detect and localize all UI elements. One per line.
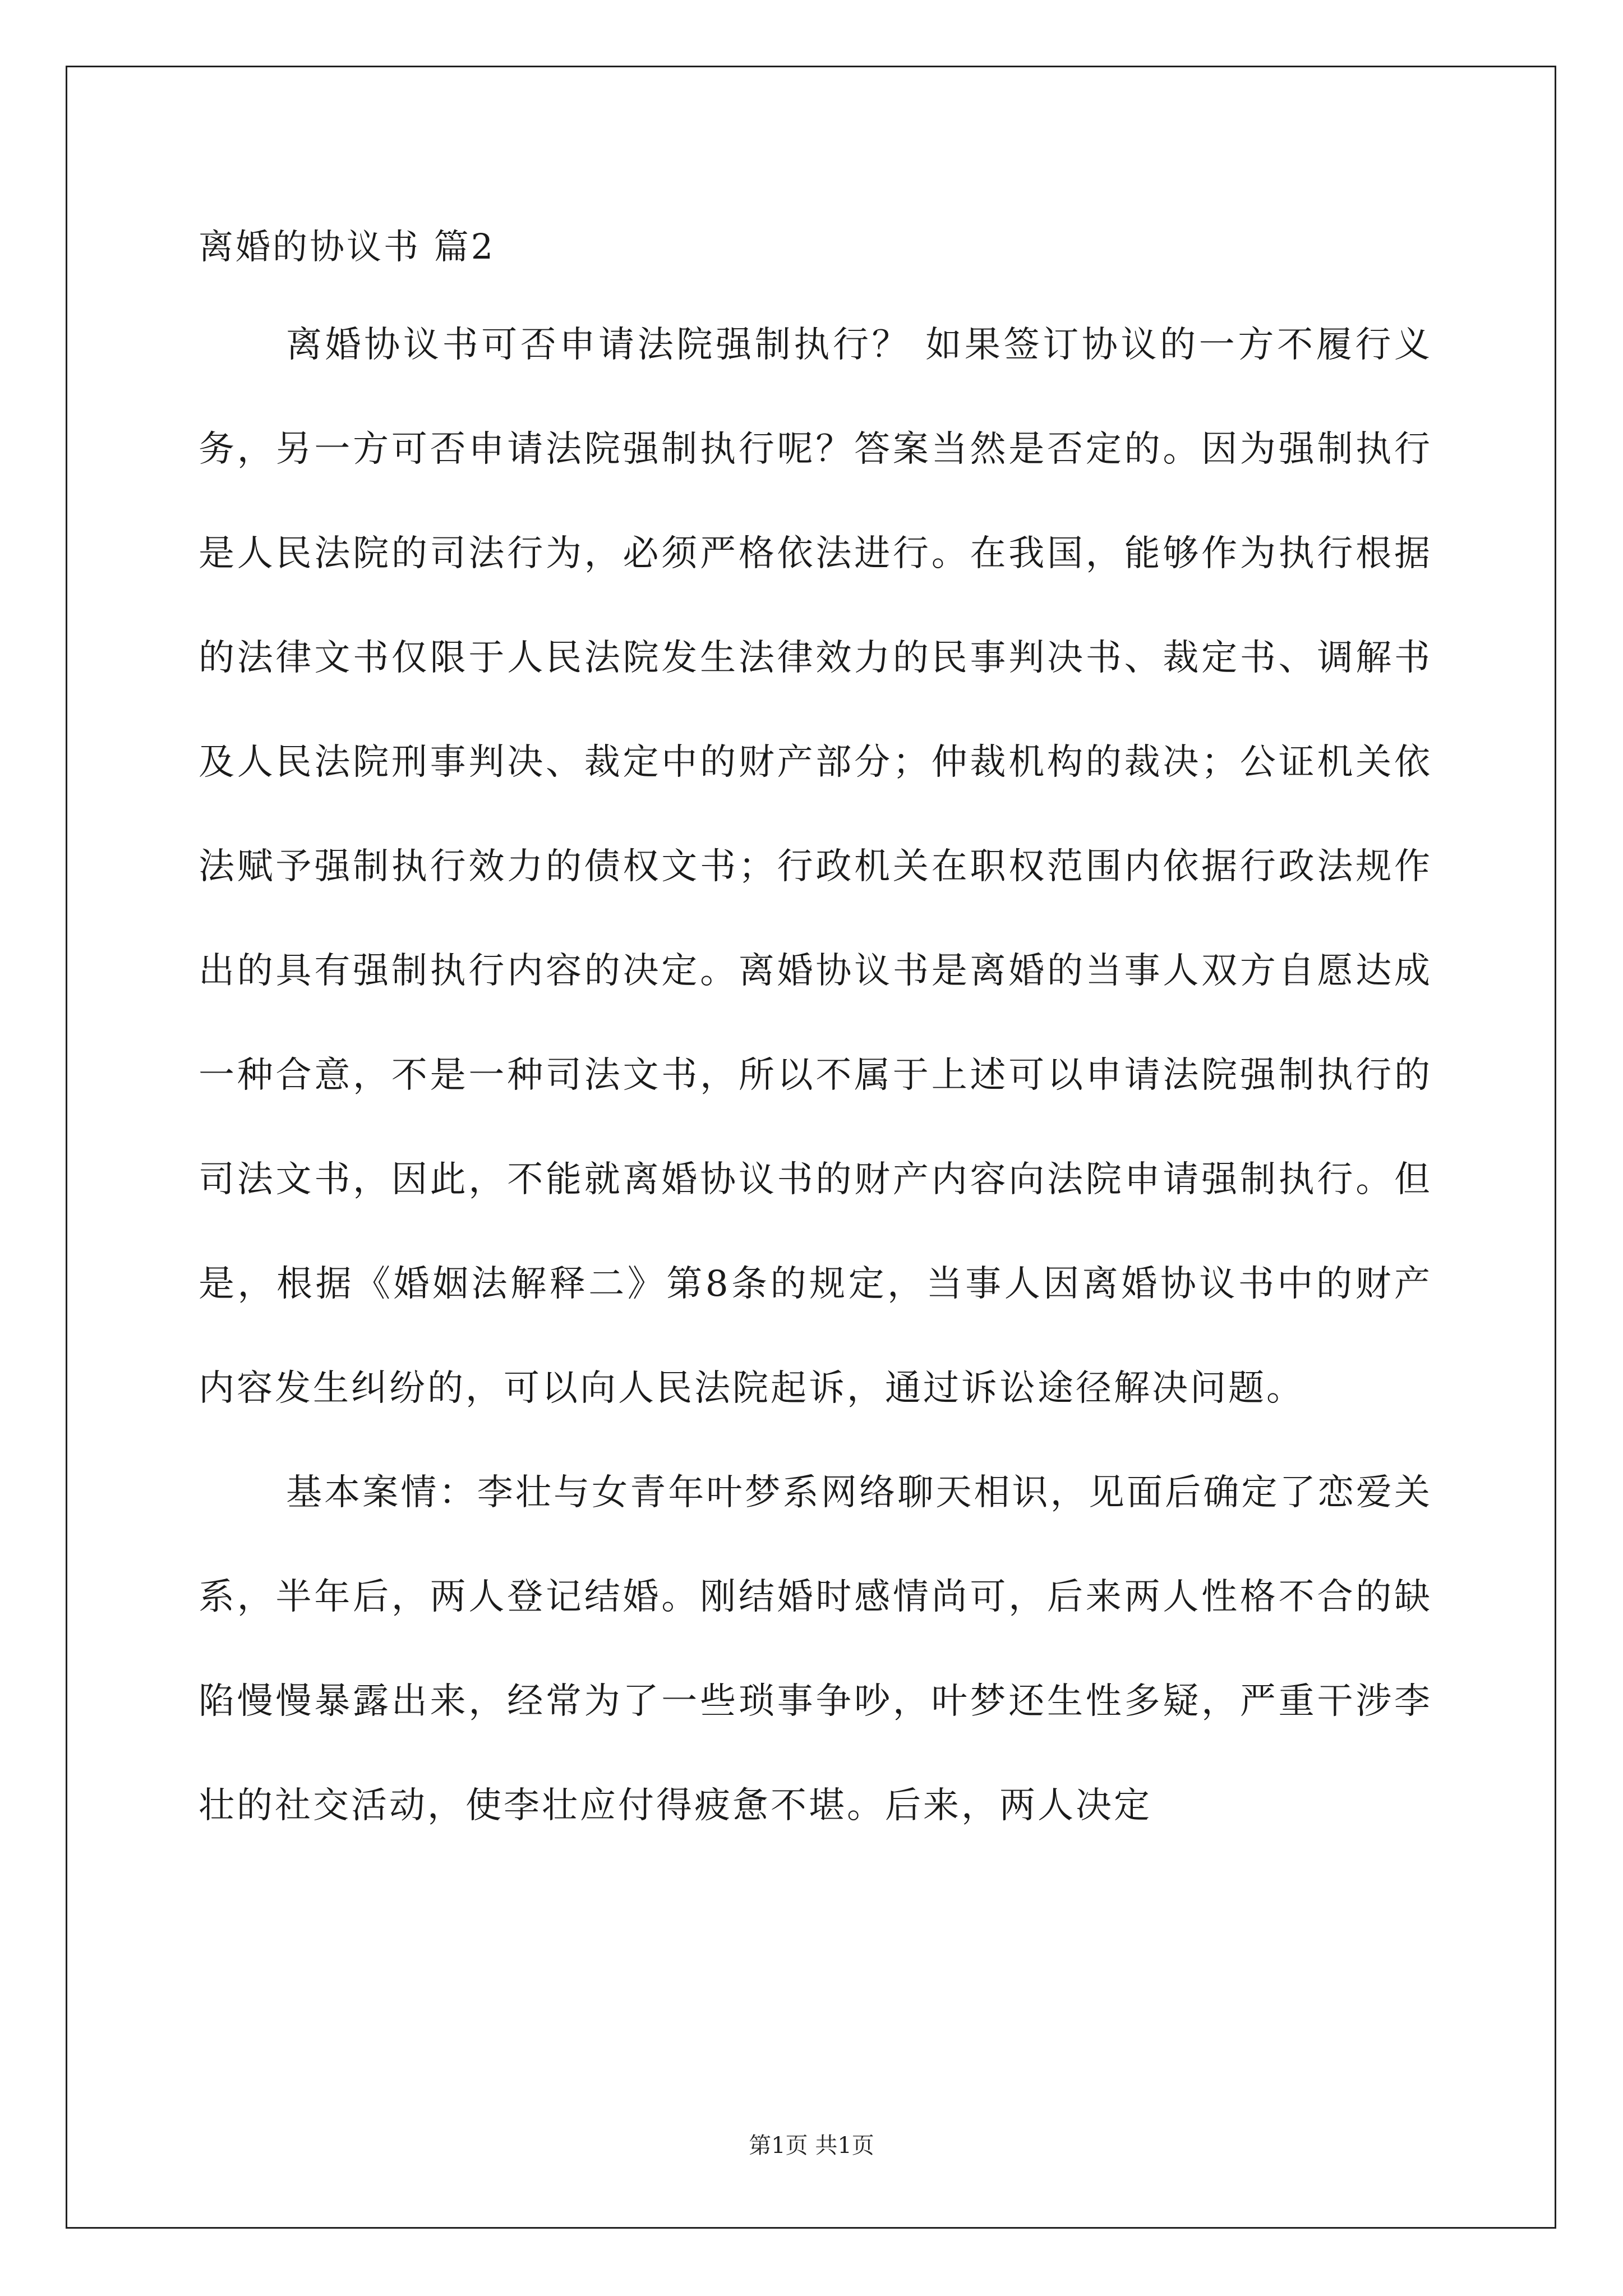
document-body [199, 293, 1432, 1858]
document-title: 离婚的协议书 篇2 [199, 226, 496, 267]
paragraph-2: 基本案情：李壮与女青年叶梦系网络聊天相识，见面后确定了恋爱关系，半年后，两人登记结婚。刚结婚时感情尚可，后来两人性格不合的缺陷慢慢暴露出来，经常为了一些琐事争吵，叶梦还生性多疑，严重干涉李壮的社交活动，使李壮应付得疲惫不堪。后来，两人决定 [199, 1472, 1432, 1826]
paragraph-1: 离婚协议书可否申请法院强制执行？ 如果签订协议的一方不履行义务，另一方可否申请法院强制执行呢？答案当然是否定的。因为强制执行是人民法院的司法行为，必须严格依法进行。在我国，能够作为执行根据的法律文书仅限于人民法院发生法律效力的民事判决书、裁定书、调解书及人民法院刑事判决、裁定中的财产部分；仲裁机构的裁决；公证机关依法赋予强制执行效力的债权文书；行政机关在职权范围内依据行政法规作出的具有强制执行内容的决定。离婚协议书是离婚的当事人双方自愿达成一种合意，不是一种司法文书，所以不属于上述可以申请法院强制执行的司法文书，因此，不能就离婚协议书的财产内容向法院申请强制执行。但是，根据《婚姻法解释二》第8条的规定，当事人因离婚协议书中的财产内容发生纠纷的，可以向人民法院起诉，通过诉讼途径解决问题。 [199, 324, 1432, 1409]
page-number-footer: 第1页 共1页 [749, 2133, 874, 2159]
